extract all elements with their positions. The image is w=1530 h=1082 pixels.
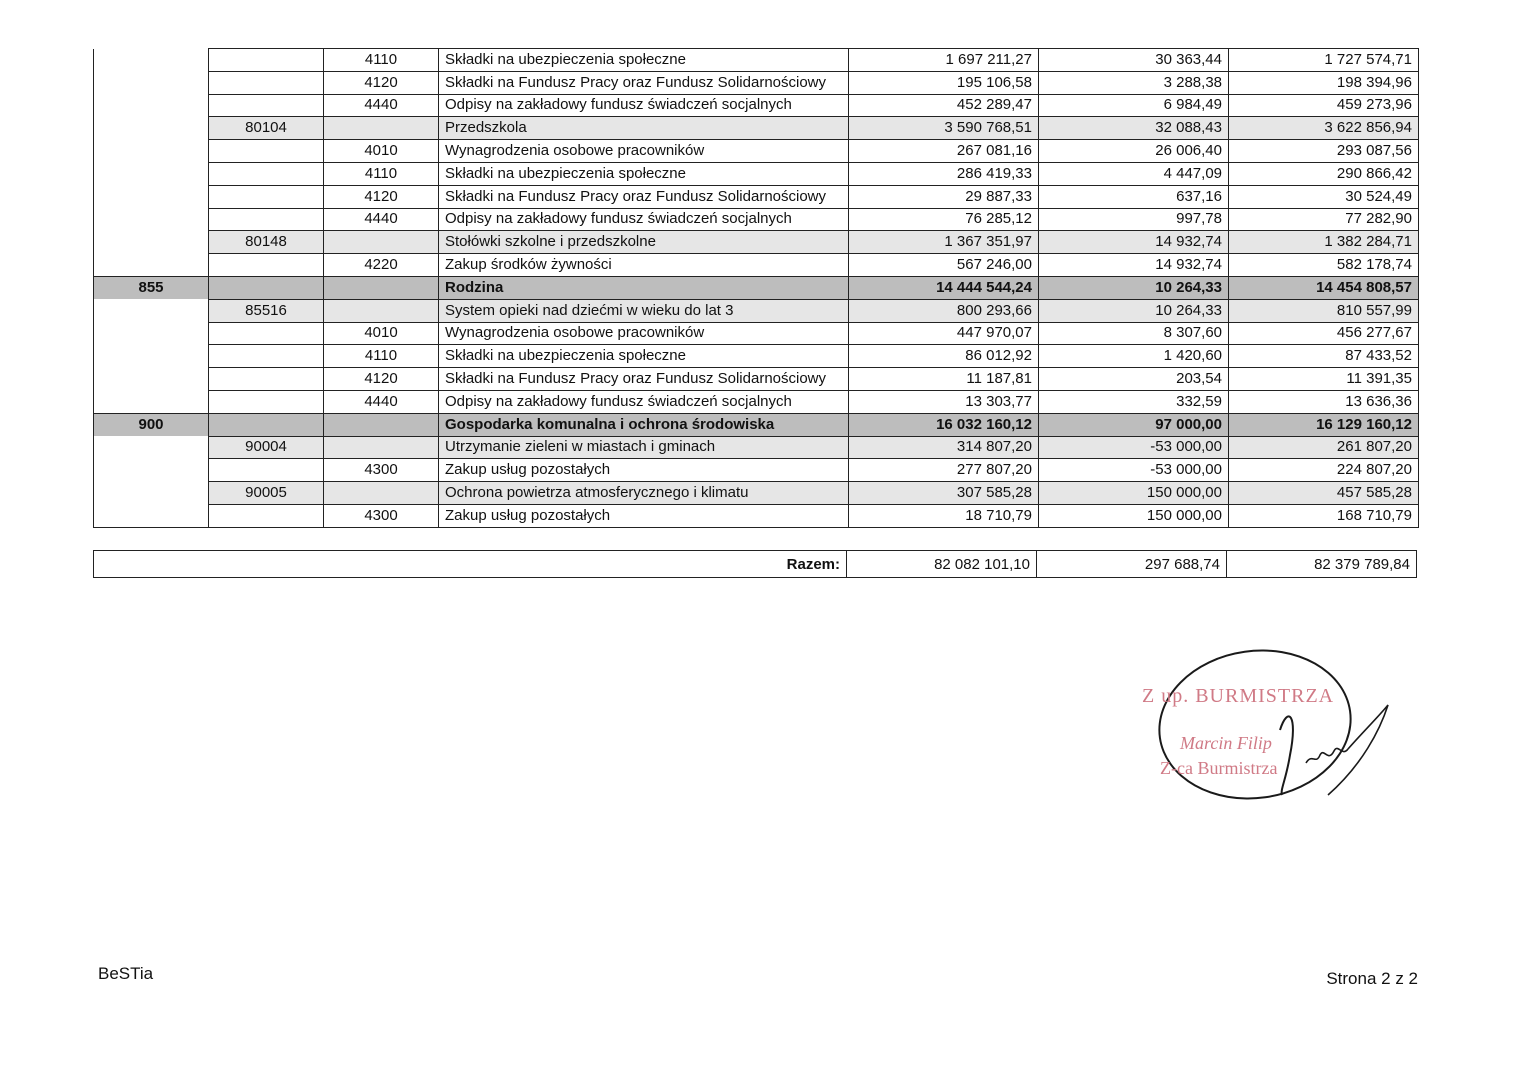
after-change-amount-cell: 30 524,49	[1229, 185, 1419, 208]
paragraph-code-cell: 4120	[324, 368, 439, 391]
plan-amount-cell: 16 032 160,12	[849, 413, 1039, 436]
item-name-cell: System opieki nad dziećmi w wieku do lat 3	[439, 299, 849, 322]
item-name-cell: Składki na ubezpieczenia społeczne	[439, 345, 849, 368]
division-code-cell	[94, 299, 209, 322]
item-name-cell: Składki na ubezpieczenia społeczne	[439, 49, 849, 72]
chapter-code-cell	[209, 413, 324, 436]
table-row	[94, 368, 1419, 391]
stamp-line-role: Z-ca Burmistrza	[1160, 758, 1278, 778]
after-change-amount-cell: 290 866,42	[1229, 162, 1419, 185]
budget-table	[93, 48, 1419, 528]
plan-amount-cell: 86 012,92	[849, 345, 1039, 368]
item-name-cell: Rodzina	[439, 276, 849, 299]
after-change-amount-cell: 77 282,90	[1229, 208, 1419, 231]
paragraph-code-cell: 4120	[324, 71, 439, 94]
chapter-code-cell	[209, 504, 324, 527]
division-code-cell	[94, 459, 209, 482]
division-code-cell	[94, 49, 209, 72]
plan-amount-cell: 18 710,79	[849, 504, 1039, 527]
after-change-amount-cell: 1 727 574,71	[1229, 49, 1419, 72]
table-row	[94, 162, 1419, 185]
plan-amount-cell: 29 887,33	[849, 185, 1039, 208]
paragraph-code-cell	[324, 299, 439, 322]
change-amount-cell: 10 264,33	[1039, 299, 1229, 322]
handwritten-signature	[1130, 645, 1400, 815]
division-code-cell	[94, 140, 209, 163]
change-amount-cell: 14 932,74	[1039, 231, 1229, 254]
plan-amount-cell: 567 246,00	[849, 254, 1039, 277]
after-change-amount-cell: 582 178,74	[1229, 254, 1419, 277]
change-amount-cell: 10 264,33	[1039, 276, 1229, 299]
after-change-amount-cell: 1 382 284,71	[1229, 231, 1419, 254]
table-row	[94, 299, 1419, 322]
after-change-amount-cell: 16 129 160,12	[1229, 413, 1419, 436]
change-amount-cell: 1 420,60	[1039, 345, 1229, 368]
division-code-cell	[94, 322, 209, 345]
table-row	[94, 504, 1419, 527]
plan-amount-cell: 14 444 544,24	[849, 276, 1039, 299]
division-code-cell	[94, 482, 209, 505]
item-name-cell: Składki na Fundusz Pracy oraz Fundusz Solidarnościowy	[439, 185, 849, 208]
table-row	[94, 94, 1419, 117]
stamp-line-title: Z up. BURMISTRZA	[1142, 685, 1335, 707]
after-change-amount-cell: 87 433,52	[1229, 345, 1419, 368]
change-amount-cell: 8 307,60	[1039, 322, 1229, 345]
plan-amount-cell: 3 590 768,51	[849, 117, 1039, 140]
chapter-code-cell: 80104	[209, 117, 324, 140]
chapter-code-cell: 85516	[209, 299, 324, 322]
table-row	[94, 254, 1419, 277]
after-change-amount-cell: 3 622 856,94	[1229, 117, 1419, 140]
paragraph-code-cell: 4440	[324, 390, 439, 413]
footer-page-number: Strona 2 z 2	[1326, 969, 1418, 988]
change-amount-cell: 997,78	[1039, 208, 1229, 231]
table-row	[94, 117, 1419, 140]
table-row	[94, 436, 1419, 459]
chapter-code-cell	[209, 94, 324, 117]
total-plan: 82 082 101,10	[847, 551, 1037, 578]
after-change-amount-cell: 456 277,67	[1229, 322, 1419, 345]
change-amount-cell: -53 000,00	[1039, 459, 1229, 482]
total-table	[93, 550, 1417, 578]
plan-amount-cell: 800 293,66	[849, 299, 1039, 322]
after-change-amount-cell: 459 273,96	[1229, 94, 1419, 117]
item-name-cell: Składki na ubezpieczenia społeczne	[439, 162, 849, 185]
total-label: Razem:	[94, 551, 847, 578]
chapter-code-cell: 90005	[209, 482, 324, 505]
paragraph-code-cell	[324, 413, 439, 436]
chapter-code-cell	[209, 71, 324, 94]
division-code-cell	[94, 185, 209, 208]
plan-amount-cell: 1 367 351,97	[849, 231, 1039, 254]
division-code-cell	[94, 231, 209, 254]
table-row	[94, 140, 1419, 163]
table-row	[94, 345, 1419, 368]
paragraph-code-cell	[324, 276, 439, 299]
item-name-cell: Odpisy na zakładowy fundusz świadczeń socjalnych	[439, 208, 849, 231]
chapter-code-cell	[209, 162, 324, 185]
after-change-amount-cell: 261 807,20	[1229, 436, 1419, 459]
chapter-code-cell	[209, 140, 324, 163]
plan-amount-cell: 13 303,77	[849, 390, 1039, 413]
division-code-cell	[94, 390, 209, 413]
plan-amount-cell: 307 585,28	[849, 482, 1039, 505]
item-name-cell: Składki na Fundusz Pracy oraz Fundusz Solidarnościowy	[439, 71, 849, 94]
stamp-line-name: Marcin Filip	[1180, 733, 1272, 753]
chapter-code-cell	[209, 368, 324, 391]
table-row	[94, 482, 1419, 505]
paragraph-code-cell	[324, 482, 439, 505]
change-amount-cell: -53 000,00	[1039, 436, 1229, 459]
division-code-cell	[94, 94, 209, 117]
plan-amount-cell: 286 419,33	[849, 162, 1039, 185]
item-name-cell: Przedszkola	[439, 117, 849, 140]
change-amount-cell: 6 984,49	[1039, 94, 1229, 117]
after-change-amount-cell: 198 394,96	[1229, 71, 1419, 94]
paragraph-code-cell: 4300	[324, 504, 439, 527]
approval-stamp	[1130, 645, 1400, 815]
change-amount-cell: 203,54	[1039, 368, 1229, 391]
plan-amount-cell: 195 106,58	[849, 71, 1039, 94]
plan-amount-cell: 76 285,12	[849, 208, 1039, 231]
item-name-cell: Zakup usług pozostałych	[439, 504, 849, 527]
chapter-code-cell	[209, 459, 324, 482]
plan-amount-cell: 314 807,20	[849, 436, 1039, 459]
division-code-cell	[94, 436, 209, 459]
paragraph-code-cell: 4110	[324, 49, 439, 72]
item-name-cell: Stołówki szkolne i przedszkolne	[439, 231, 849, 254]
division-code-cell	[94, 162, 209, 185]
division-code-cell	[94, 208, 209, 231]
table-row	[94, 231, 1419, 254]
after-change-amount-cell: 168 710,79	[1229, 504, 1419, 527]
table-row	[94, 208, 1419, 231]
chapter-code-cell: 90004	[209, 436, 324, 459]
table-row	[94, 390, 1419, 413]
table-row	[94, 185, 1419, 208]
plan-amount-cell: 277 807,20	[849, 459, 1039, 482]
plan-amount-cell: 1 697 211,27	[849, 49, 1039, 72]
paragraph-code-cell: 4110	[324, 162, 439, 185]
item-name-cell: Odpisy na zakładowy fundusz świadczeń socjalnych	[439, 390, 849, 413]
item-name-cell: Odpisy na zakładowy fundusz świadczeń socjalnych	[439, 94, 849, 117]
chapter-code-cell	[209, 390, 324, 413]
paragraph-code-cell: 4010	[324, 140, 439, 163]
after-change-amount-cell: 13 636,36	[1229, 390, 1419, 413]
chapter-code-cell	[209, 185, 324, 208]
plan-amount-cell: 11 187,81	[849, 368, 1039, 391]
item-name-cell: Gospodarka komunalna i ochrona środowiska	[439, 413, 849, 436]
footer-app-name: BeSTia	[98, 964, 154, 983]
paragraph-code-cell: 4220	[324, 254, 439, 277]
total-change: 297 688,74	[1037, 551, 1227, 578]
paragraph-code-cell: 4300	[324, 459, 439, 482]
table-row	[94, 49, 1419, 72]
table-row	[94, 71, 1419, 94]
after-change-amount-cell: 14 454 808,57	[1229, 276, 1419, 299]
plan-amount-cell: 452 289,47	[849, 94, 1039, 117]
item-name-cell: Ochrona powietrza atmosferycznego i klimatu	[439, 482, 849, 505]
division-code-cell	[94, 345, 209, 368]
total-after: 82 379 789,84	[1227, 551, 1417, 578]
chapter-code-cell: 80148	[209, 231, 324, 254]
item-name-cell: Zakup środków żywności	[439, 254, 849, 277]
table-row	[94, 413, 1419, 436]
change-amount-cell: 14 932,74	[1039, 254, 1229, 277]
change-amount-cell: 30 363,44	[1039, 49, 1229, 72]
table-row	[94, 459, 1419, 482]
change-amount-cell: 4 447,09	[1039, 162, 1229, 185]
change-amount-cell: 637,16	[1039, 185, 1229, 208]
budget-table-body	[94, 49, 1419, 528]
item-name-cell: Zakup usług pozostałych	[439, 459, 849, 482]
chapter-code-cell	[209, 254, 324, 277]
paragraph-code-cell	[324, 231, 439, 254]
item-name-cell: Wynagrodzenia osobowe pracowników	[439, 140, 849, 163]
after-change-amount-cell: 457 585,28	[1229, 482, 1419, 505]
paragraph-code-cell: 4440	[324, 94, 439, 117]
paragraph-code-cell: 4010	[324, 322, 439, 345]
after-change-amount-cell: 293 087,56	[1229, 140, 1419, 163]
chapter-code-cell	[209, 322, 324, 345]
item-name-cell: Utrzymanie zieleni w miastach i gminach	[439, 436, 849, 459]
division-code-cell	[94, 504, 209, 527]
plan-amount-cell: 447 970,07	[849, 322, 1039, 345]
total-row	[94, 551, 1417, 578]
change-amount-cell: 150 000,00	[1039, 504, 1229, 527]
change-amount-cell: 32 088,43	[1039, 117, 1229, 140]
paragraph-code-cell: 4440	[324, 208, 439, 231]
division-code-cell: 855	[94, 276, 209, 299]
change-amount-cell: 150 000,00	[1039, 482, 1229, 505]
chapter-code-cell	[209, 49, 324, 72]
item-name-cell: Wynagrodzenia osobowe pracowników	[439, 322, 849, 345]
table-row	[94, 322, 1419, 345]
after-change-amount-cell: 224 807,20	[1229, 459, 1419, 482]
division-code-cell	[94, 117, 209, 140]
division-code-cell: 900	[94, 413, 209, 436]
after-change-amount-cell: 810 557,99	[1229, 299, 1419, 322]
change-amount-cell: 3 288,38	[1039, 71, 1229, 94]
change-amount-cell: 26 006,40	[1039, 140, 1229, 163]
paragraph-code-cell	[324, 436, 439, 459]
after-change-amount-cell: 11 391,35	[1229, 368, 1419, 391]
division-code-cell	[94, 368, 209, 391]
paragraph-code-cell	[324, 117, 439, 140]
chapter-code-cell	[209, 208, 324, 231]
change-amount-cell: 97 000,00	[1039, 413, 1229, 436]
chapter-code-cell	[209, 345, 324, 368]
item-name-cell: Składki na Fundusz Pracy oraz Fundusz Solidarnościowy	[439, 368, 849, 391]
plan-amount-cell: 267 081,16	[849, 140, 1039, 163]
division-code-cell	[94, 71, 209, 94]
paragraph-code-cell: 4110	[324, 345, 439, 368]
table-row	[94, 276, 1419, 299]
change-amount-cell: 332,59	[1039, 390, 1229, 413]
paragraph-code-cell: 4120	[324, 185, 439, 208]
division-code-cell	[94, 254, 209, 277]
chapter-code-cell	[209, 276, 324, 299]
